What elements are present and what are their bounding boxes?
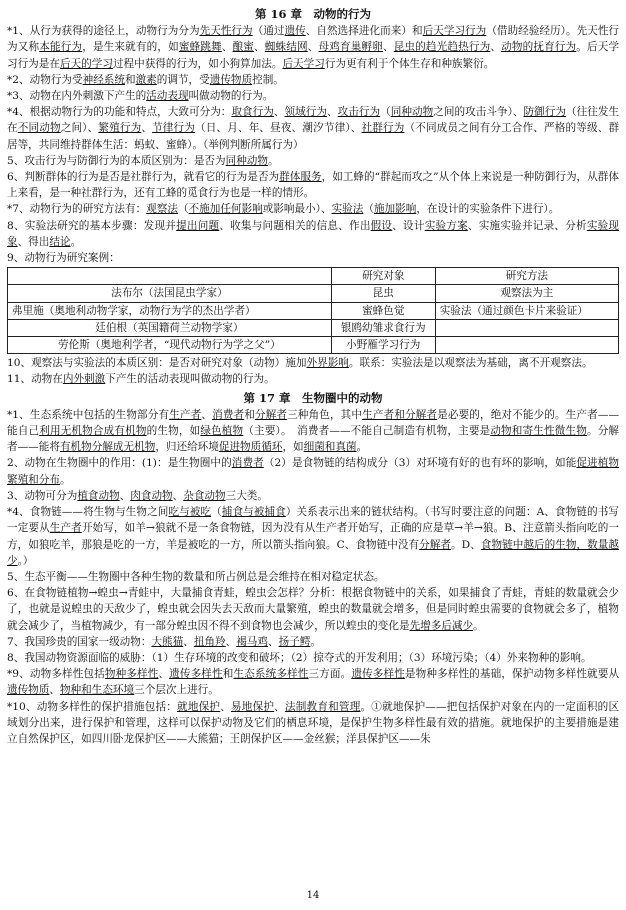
key-term: 后天的学习 — [59, 57, 113, 70]
text-run: 、设计 — [392, 219, 425, 232]
text-run: *10、动物多样性的保护措施包括： — [7, 700, 178, 713]
text-run: *3、动物在内外刺激下产生的 — [7, 90, 147, 103]
text-run: 、 — [221, 41, 233, 54]
key-term: 大熊猫 — [151, 635, 184, 648]
key-term: 后天学习 — [282, 57, 325, 70]
table-cell: 廷伯根（英国籍荷兰动物学家） — [8, 319, 332, 336]
key-term: 生态系统多样性 — [233, 668, 309, 681]
key-term: 群体服务 — [279, 171, 322, 184]
key-term: 内外刺激 — [62, 373, 106, 386]
paragraph — [7, 218, 619, 250]
page-number: 14 — [306, 890, 320, 901]
paragraph — [7, 355, 619, 371]
text-run: 三种角色，其中 — [287, 408, 363, 421]
text-run: 。 — [59, 473, 71, 486]
chapter-16-body-continued — [7, 355, 619, 387]
text-run: *9、动物多样性包括 — [7, 668, 105, 681]
table-header-cell: 研究方法 — [435, 268, 618, 285]
chapter-16-title: 第 16 章 动物的行为 — [254, 7, 371, 21]
text-run: *1、从行为获得的途径上，动物行为分为 — [7, 25, 200, 38]
key-term: 消费者 — [212, 408, 245, 421]
table-header-cell: 研究对象 — [331, 268, 435, 285]
text-run: 。D、 — [451, 538, 481, 551]
text-run: 是必要的，绝对不能少的。生产者——能自己 — [7, 408, 620, 438]
text-run: 3、动物可分为 — [7, 489, 78, 502]
text-run: 之间的攻击斗争）、 — [433, 106, 524, 119]
key-term: 同种动物 — [225, 154, 268, 167]
key-term: 激素 — [135, 73, 157, 86]
key-term: 实验法 — [331, 203, 364, 216]
key-term: 本能行为 — [39, 41, 83, 54]
text-run: 是物种多样性的基础，保护动物多样性就要从 — [404, 668, 620, 681]
text-run: 、 — [274, 700, 285, 713]
text-run: 三个层次上进行。 — [134, 684, 219, 697]
text-run: 、得出 — [17, 235, 50, 248]
key-term: 昆虫的趋光趋热行为 — [393, 41, 491, 54]
key-term: 分解者 — [254, 408, 288, 421]
key-term: 母鸡育巢孵卵 — [318, 41, 383, 54]
key-term: 节律行为 — [152, 122, 196, 135]
key-term: 杂食动物 — [183, 489, 226, 502]
key-term: 利用无机物合成有机物 — [39, 425, 147, 438]
paragraph — [7, 666, 619, 698]
text-run: ，如 — [282, 441, 304, 454]
text-run: 、 — [225, 635, 237, 648]
paragraph — [7, 488, 619, 504]
chapter-17-body — [7, 407, 619, 747]
key-term: 遗传多样性 — [169, 668, 223, 681]
text-run: 行为更有利于个体生存和种族繁衍。 — [324, 57, 495, 70]
key-term: 褐马鸡 — [236, 635, 268, 648]
paragraph — [7, 407, 619, 456]
text-run: *1、生态系统中包括的生物部分有 — [7, 408, 170, 421]
text-run: 、 — [172, 489, 184, 502]
table-cell: 劳伦斯（奥地利学者，“现代动物行为学之父”） — [8, 337, 332, 354]
paragraph — [7, 504, 619, 569]
text-run: ，在设计的实验条件下进行）。 — [416, 203, 560, 216]
paragraph — [7, 455, 619, 487]
paragraph — [7, 201, 619, 217]
key-term: 遗传多样性 — [351, 668, 405, 681]
table-header-cell — [8, 268, 332, 285]
table-header-row — [8, 268, 619, 285]
key-term: 提出问题 — [176, 219, 220, 232]
key-term: 取食行为 — [231, 106, 274, 119]
text-run: （借助经验经历）。先天性行为又称 — [7, 25, 620, 54]
key-term: 实验现象 — [7, 219, 620, 248]
text-run: （不同成员之间有分工合作、严格的等级、群居等，共同维持群体生活：蚂蚁、蜜蜂）。（举例判断所属行为） — [7, 122, 620, 151]
table-cell: 法布尔（法国昆虫学家） — [8, 285, 332, 302]
text-run: *4、食物链——将生物与生物之间 — [7, 506, 169, 519]
text-run: 、收集与问题相关的信息、作出 — [219, 219, 371, 232]
key-term: 捕食与被捕食 — [221, 506, 286, 519]
table-row — [8, 302, 619, 319]
key-term: 消费者 — [231, 457, 264, 470]
text-run: 。 — [310, 635, 321, 648]
key-term: 吃与被吃 — [168, 506, 212, 519]
key-term: 有机物分解成无机物 — [59, 441, 156, 454]
text-run: 的调节，受 — [156, 73, 210, 86]
paragraph — [7, 104, 619, 153]
text-run: 8、我国动物资源面临的威胁：（1）生存环境的改变和破坏；（2）掠夺式的开发利用；（3）环境污染；（4）外来物种的影响。 — [7, 651, 592, 664]
key-term: 结论 — [49, 235, 71, 248]
document-page — [7, 4, 619, 747]
text-run: ，如工蜂的“群起而攻之”从个体上来说是一种防御行为，从群体上来看，是一种社群行为，还有工蜂的觅食行为也是一样的情形。 — [7, 171, 619, 200]
paragraph — [7, 153, 619, 169]
key-term: 蜘蛛结网 — [264, 41, 308, 54]
text-run: 过程中获得的行为，如小狗算加法。 — [112, 57, 283, 70]
key-term: 不施加任何影响 — [188, 203, 263, 216]
key-term: 假设 — [370, 219, 393, 232]
text-run: 8、实验法研究的基本步骤：发现并 — [7, 219, 177, 232]
paragraph — [7, 699, 619, 748]
text-run: （2）是食物链的结构成分（3）对环境有好的也有坏的影响，如能 — [263, 457, 577, 470]
table-cell: 小野雁学习行为 — [331, 337, 435, 354]
text-run: 7、我国珍贵的国家一级动物： — [7, 635, 152, 648]
paragraph — [7, 72, 619, 88]
text-run: 9、动物行为研究案例： — [7, 252, 120, 265]
key-term: 动物的抚育行为 — [501, 41, 577, 54]
paragraph — [7, 569, 619, 585]
key-term: 食物链中越后的生物，数量越少 — [7, 538, 620, 567]
text-run: 6、在食物链植物→蝗虫→青蛙中，大量捕食青蛙，蝗虫会怎样？分析：根据食物链中的关系，如果捕食了青蛙，青蛙的数量就会少了，也就是说蝗虫的天敌少了，蝗虫就会因失去天敌而大量繁殖，蝗虫的数量就会增多，但是同时蝗虫需要的食物就会多了，植物就会减少了，当植物减少，有一部分蝗虫因不得不到食物也会减少，所以蝗虫的变化是 — [7, 587, 619, 632]
text-run: ，是生来就有的，如 — [82, 41, 179, 54]
paragraph — [7, 634, 619, 650]
table-cell: 蜜蜂色觉 — [331, 302, 435, 319]
text-run: 之间）、 — [60, 122, 99, 135]
key-term: 领域行为 — [284, 106, 328, 119]
text-run: 。①就地保护——把包括保护对象在内的一定面积的区域划分出来，进行保护和管理，这样可以保护动物及它们的栖息环境，是保护生物多样性最有效的措施。就地保护的主要措施是建立自然保护区，如四川卧龙保护区——大熊猫；王朗保护区——金丝猴；洋县保护区——朱 — [7, 700, 620, 745]
key-term: 生产者 — [49, 522, 82, 535]
text-run: *7、动物行为的研究方法有： — [7, 203, 147, 216]
text-run: （往往发生在 — [7, 106, 620, 135]
text-run: 开始写，如羊→狼就不是一条食物链，因为没有从生产者开始写，正确的应是草→羊→狼。B、注意箭头指向吃的一方，如狼吃羊，那狼是吃的一方，羊是被吃的一方，所以箭头指向狼。C、食物链中没有 — [7, 522, 619, 551]
key-term: 遗传 — [284, 25, 306, 38]
text-run: 、 — [183, 635, 194, 648]
table-cell: 银鸥幼雏求食行为 — [331, 319, 435, 336]
text-run: 、 — [49, 684, 60, 697]
key-term: 分解者 — [419, 538, 452, 551]
key-term: 植食动物 — [77, 489, 120, 502]
text-run: （ — [363, 203, 374, 216]
text-run: （ — [177, 203, 189, 216]
text-run: 2、动物在生物圈中的作用：(1)：是生物圈中的 — [7, 457, 232, 470]
paragraph — [7, 23, 619, 72]
key-term: 易地保护 — [231, 700, 275, 713]
key-term: 绿色植物 — [200, 425, 244, 438]
text-run: 11、动物在 — [7, 373, 63, 386]
key-term: 促进植物繁殖和分布 — [7, 457, 619, 486]
text-run: 下产生的活动表现叫做动物的行为。 — [105, 373, 275, 386]
text-run: 、 — [490, 41, 502, 54]
key-term: 就地保护 — [177, 700, 221, 713]
key-term: 酿蜜 — [232, 41, 255, 54]
key-term: 先天性行为 — [199, 25, 253, 38]
key-term: 遗传物质 — [7, 684, 50, 697]
text-run: 。） — [17, 554, 34, 567]
table-row — [8, 319, 619, 336]
text-run: 、 — [307, 41, 319, 54]
paragraph — [7, 585, 619, 634]
key-term: 施加影响 — [373, 203, 417, 216]
table-row — [8, 337, 619, 354]
text-run: 和 — [124, 73, 136, 86]
text-run: 叫做动物的行为。 — [188, 90, 274, 103]
text-run: 6、判断群体的行为是否是社群行为，就看它的行为是否为 — [7, 171, 280, 184]
key-term: 生产者 — [169, 408, 202, 421]
text-run: （通过 — [252, 25, 285, 38]
text-run: 。后天学习行为是在 — [7, 41, 620, 70]
text-run: 、 — [158, 668, 170, 681]
text-run: 。 — [268, 154, 279, 167]
key-term: 实验方案 — [424, 219, 468, 232]
key-term: 法制教育和管理 — [284, 700, 361, 713]
text-run: 、 — [141, 122, 153, 135]
text-run: 的生物，如 — [146, 425, 201, 438]
text-run: 、 — [273, 106, 285, 119]
table-cell: 观察法为主 — [435, 285, 618, 302]
text-run: （日、月、年、昼夜、潮汐节律）、 — [195, 122, 362, 135]
text-run: 或影响最小）、 — [262, 203, 332, 216]
key-term: 扬子鳄 — [278, 635, 311, 648]
key-term: 外界影响 — [306, 357, 349, 370]
key-term: 遗传物质 — [209, 73, 253, 86]
text-run: （ — [211, 506, 222, 519]
key-term: 活动表现 — [146, 90, 189, 103]
key-term: 社群行为 — [361, 122, 405, 135]
key-term: 扭角羚 — [193, 635, 226, 648]
text-run: 和 — [244, 408, 255, 421]
text-run: 。 — [473, 619, 484, 632]
key-term: 神经系统 — [82, 73, 125, 86]
text-run: 、 — [220, 700, 231, 713]
text-run: （ — [380, 106, 391, 119]
key-term: 生产者和分解者 — [362, 408, 438, 421]
research-cases-table — [7, 267, 619, 354]
paragraph — [7, 650, 619, 666]
key-term: 观察法 — [146, 203, 178, 216]
text-run: 控制。 — [252, 73, 284, 86]
text-run: （主要）。 消费者——不能自己制造有机物，主要是 — [243, 425, 491, 438]
text-run: 。分解者——能将 — [7, 425, 620, 454]
text-run: 5、生态平衡——生物圈中各种生物的数量和所占例总是会维持在相对稳定状态。 — [7, 570, 385, 583]
paragraph — [7, 88, 619, 104]
key-term: 攻击行为 — [337, 106, 381, 119]
text-run: *2、动物行为受 — [7, 73, 83, 86]
key-term: 促进物质循环 — [218, 441, 283, 454]
text-run: 。 — [356, 441, 368, 454]
text-run: ，归还给环境 — [155, 441, 219, 454]
text-run: 10、观察法与实验法的本质区别：是否对研究对象（动物）施加 — [7, 357, 307, 370]
table-row — [8, 285, 619, 302]
key-term: 同种动物 — [390, 106, 434, 119]
text-run: 、实施实验并记录、分析 — [467, 219, 587, 232]
text-run: 、 — [254, 41, 265, 54]
text-run: 、 — [268, 635, 279, 648]
text-run: 、自然选择进化而来）和 — [305, 25, 423, 38]
text-run: 、 — [201, 408, 213, 421]
text-run: *4、根据动物行为的功能和特点，大致可分为： — [7, 106, 232, 119]
table-cell: 昆虫 — [331, 285, 435, 302]
paragraph — [7, 250, 619, 266]
chapter-16-body — [7, 23, 619, 266]
key-term: 防御行为 — [523, 106, 566, 119]
chapter-17-title: 第 17 章 生物圈中的动物 — [243, 390, 383, 405]
key-term: 不同动物 — [17, 122, 61, 135]
key-term: 肉食动物 — [130, 489, 173, 502]
text-run: 、 — [382, 41, 394, 54]
key-term: 动物和寄生性微生物 — [490, 425, 587, 438]
text-run: 、 — [327, 106, 338, 119]
text-run: 。 — [70, 235, 82, 248]
key-term: 繁殖行为 — [98, 122, 142, 135]
key-term: 先增多后减少 — [409, 619, 474, 632]
table-cell — [435, 337, 618, 354]
text-run: 三方面。 — [308, 668, 352, 681]
key-term: 物种和生态环境 — [59, 684, 135, 697]
key-term: 后天学习行为 — [422, 25, 487, 38]
table-cell — [435, 319, 618, 336]
text-run: 三大类。 — [225, 489, 268, 502]
text-run: 和 — [222, 668, 234, 681]
paragraph — [7, 371, 619, 387]
table-cell: 实验法（通过颜色卡片来验证） — [435, 302, 618, 319]
key-term: 物种多样性 — [104, 668, 159, 681]
text-run: ）关系表示出来的链状结构。（书写时要注意的问题：A、食物链的书写一定要从 — [7, 506, 619, 535]
paragraph — [7, 169, 619, 201]
key-term: 细菌和真菌 — [303, 441, 357, 454]
text-run: 、 — [119, 489, 131, 502]
text-run: 。联系：实验法是以观察法为基础，离不开观察法。 — [348, 357, 593, 370]
key-term: 蜜蜂跳舞 — [178, 41, 222, 54]
table-cell: 弗里施（奥地利动物学家，动物行为学的杰出学者） — [8, 302, 332, 319]
text-run: 5、攻击行为与防御行为的本质区别为：是否为 — [7, 154, 226, 167]
